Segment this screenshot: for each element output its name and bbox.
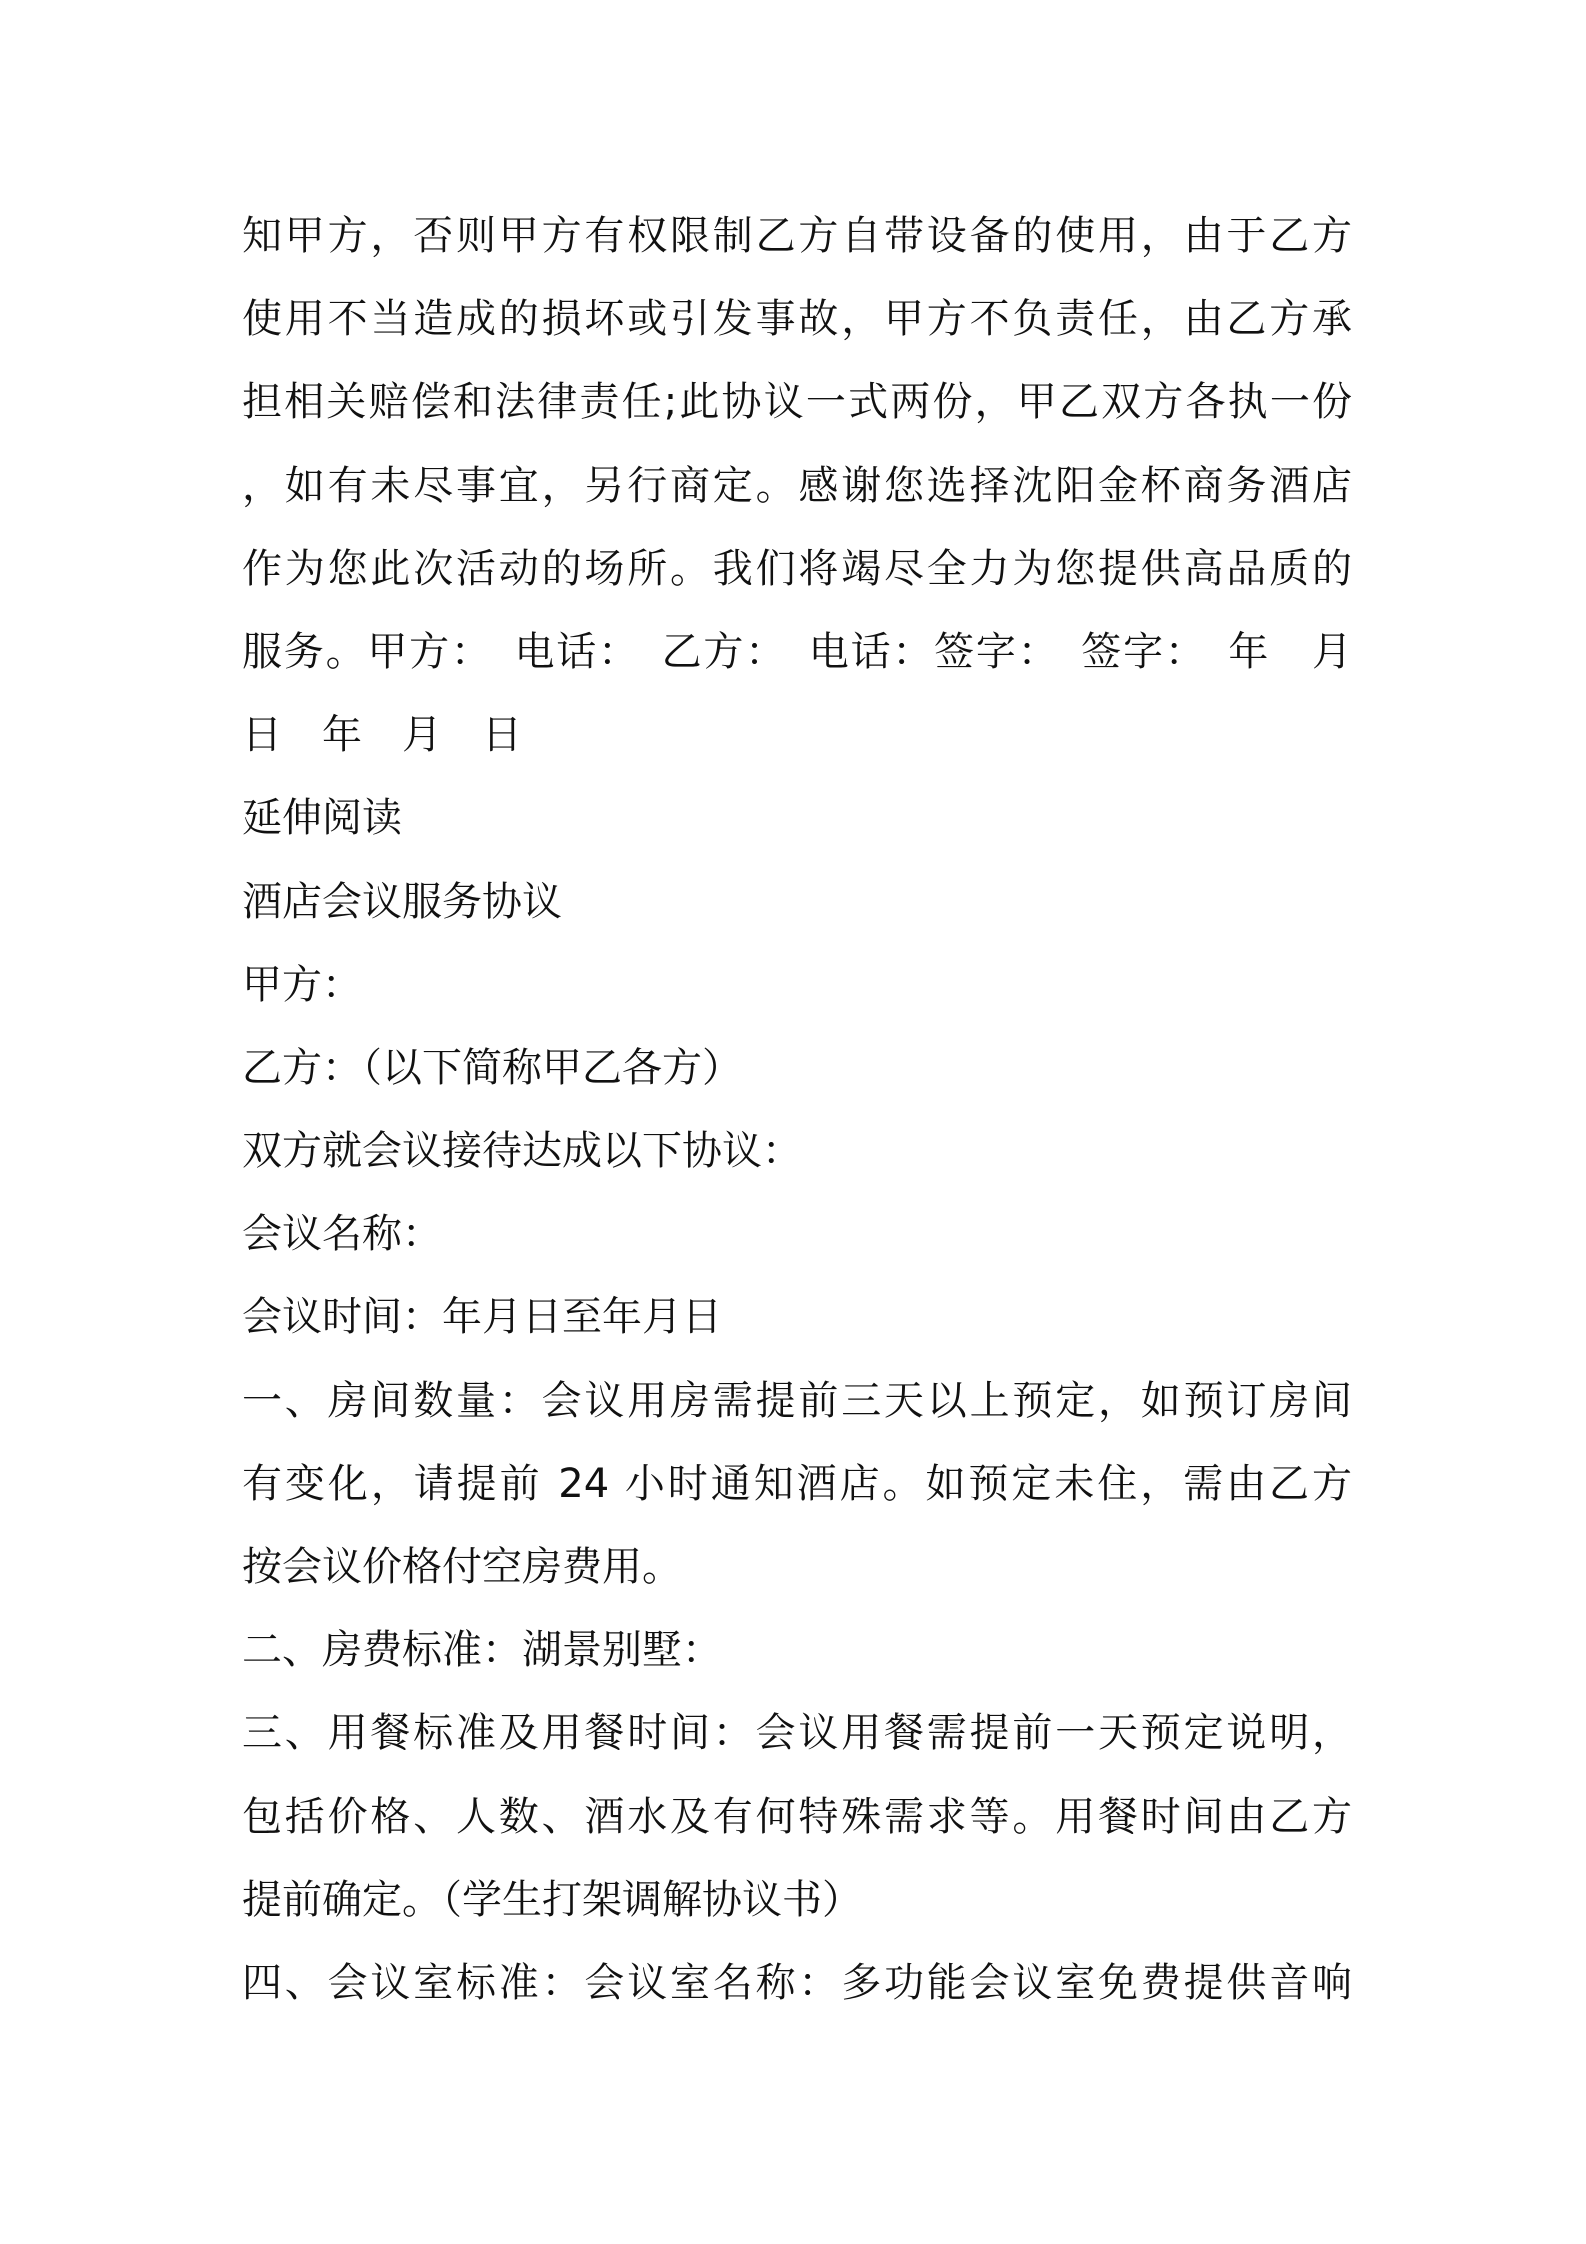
text-line: 一、房间数量：会议用房需提前三天以上预定，如预订房间 — [242, 1377, 1352, 1424]
text-line: 四、会议室标准：会议室名称：多功能会议室免费提供音响 — [242, 1959, 1352, 2006]
text-line: 日 年 月 日 — [242, 712, 522, 759]
party-b-label: 乙方：（以下简称甲乙各方） — [242, 1044, 742, 1091]
text-line: 提前确定。（学生打架调解协议书） — [242, 1876, 862, 1923]
text-line: 服务。甲方： 电话： 乙方： 电话：签字： 签字： 年 月 — [242, 628, 1352, 675]
meeting-name-label: 会议名称： — [242, 1211, 442, 1258]
text-line: 作为您此次活动的场所。我们将竭尽全力为您提供高品质的 — [242, 545, 1352, 592]
text-line: 知甲方，否则甲方有权限制乙方自带设备的使用，由于乙方 — [242, 213, 1352, 259]
text-line: 三、用餐标准及用餐时间：会议用餐需提前一天预定说明， — [242, 1710, 1352, 1757]
party-a-label: 甲方： — [242, 961, 362, 1008]
meeting-time-label: 会议时间：年月日至年月日 — [242, 1294, 722, 1341]
text-line: ，如有未尽事宜，另行商定。感谢您选择沈阳金杯商务酒店 — [242, 462, 1352, 509]
text-line: 包括价格、人数、酒水及有何特殊需求等。用餐时间由乙方 — [242, 1793, 1352, 1840]
text-line: 担相关赔偿和法律责任;此协议一式两份，甲乙双方各执一份 — [242, 379, 1352, 426]
section-heading-extended-reading: 延伸阅读 — [242, 795, 402, 842]
document-body — [242, 195, 1352, 2025]
agreement-title: 酒店会议服务协议 — [242, 878, 562, 925]
text-line: 二、房费标准：湖景别墅： — [242, 1627, 722, 1674]
text-line: 有变化，请提前 24 小时通知酒店。如预定未住，需由乙方 — [242, 1460, 1352, 1507]
text-line: 使用不当造成的损坏或引发事故，甲方不负责任，由乙方承 — [242, 296, 1352, 343]
text-line: 按会议价格付空房费用。 — [242, 1544, 682, 1590]
text-line: 双方就会议接待达成以下协议： — [242, 1128, 802, 1175]
